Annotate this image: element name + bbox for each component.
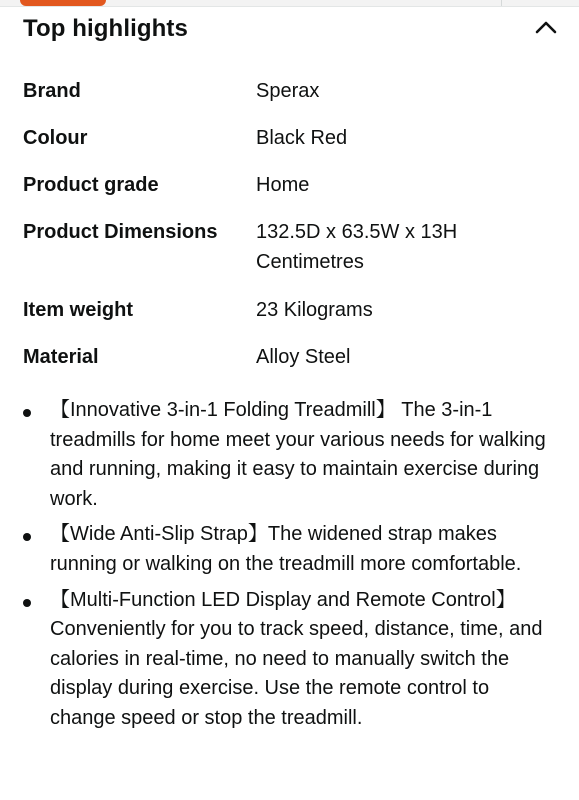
spec-row-colour	[23, 123, 563, 170]
spec-value: 132.5D x 63.5W x 13H Centimetres	[256, 221, 458, 273]
list-item	[0, 396, 579, 514]
spec-label: Product Dimensions	[23, 221, 218, 243]
spec-row-product-grade	[23, 170, 563, 217]
bullet-text: 【Innovative 3-in-1 Folding Treadmill】 The 3-in-1 treadmills for home meet your various needs for walking and running, making it easy to maintain exercise during work.	[50, 399, 546, 510]
spec-label: Item weight	[23, 299, 134, 321]
chevron-up-icon[interactable]	[532, 16, 560, 38]
bullet-dot-icon	[23, 533, 31, 541]
spec-row-product-dimensions	[23, 217, 563, 295]
top-highlights-header[interactable]	[0, 0, 579, 62]
list-item	[0, 520, 579, 579]
spec-value: 23 Kilograms	[256, 299, 373, 321]
spec-value: Sperax	[256, 80, 320, 102]
feature-bullet-list	[0, 396, 579, 740]
bullet-dot-icon	[23, 409, 31, 417]
bullet-text: 【Multi-Function LED Display and Remote Control】Conveniently for you to track speed, distance, time, and calories in real-time, no need to manually switch the display during exercise. Use the remote control to change speed or stop the treadmill.	[50, 588, 543, 729]
product-specs-table	[23, 76, 563, 389]
bullet-dot-icon	[23, 599, 31, 607]
bullet-text: 【Wide Anti-Slip Strap】The widened strap makes running or walking on the treadmill more comfortable.	[50, 523, 522, 575]
spec-row-material	[23, 342, 563, 389]
spec-label: Brand	[23, 80, 81, 102]
spec-row-brand	[23, 76, 563, 123]
spec-value: Alloy Steel	[256, 346, 351, 368]
spec-label: Colour	[23, 127, 88, 149]
section-title: Top highlights	[23, 15, 188, 42]
spec-value: Home	[256, 174, 310, 196]
spec-label: Material	[23, 346, 99, 368]
spec-label: Product grade	[23, 174, 159, 196]
spec-value: Black Red	[256, 127, 348, 149]
spec-row-item-weight	[23, 295, 563, 342]
list-item	[0, 586, 579, 734]
